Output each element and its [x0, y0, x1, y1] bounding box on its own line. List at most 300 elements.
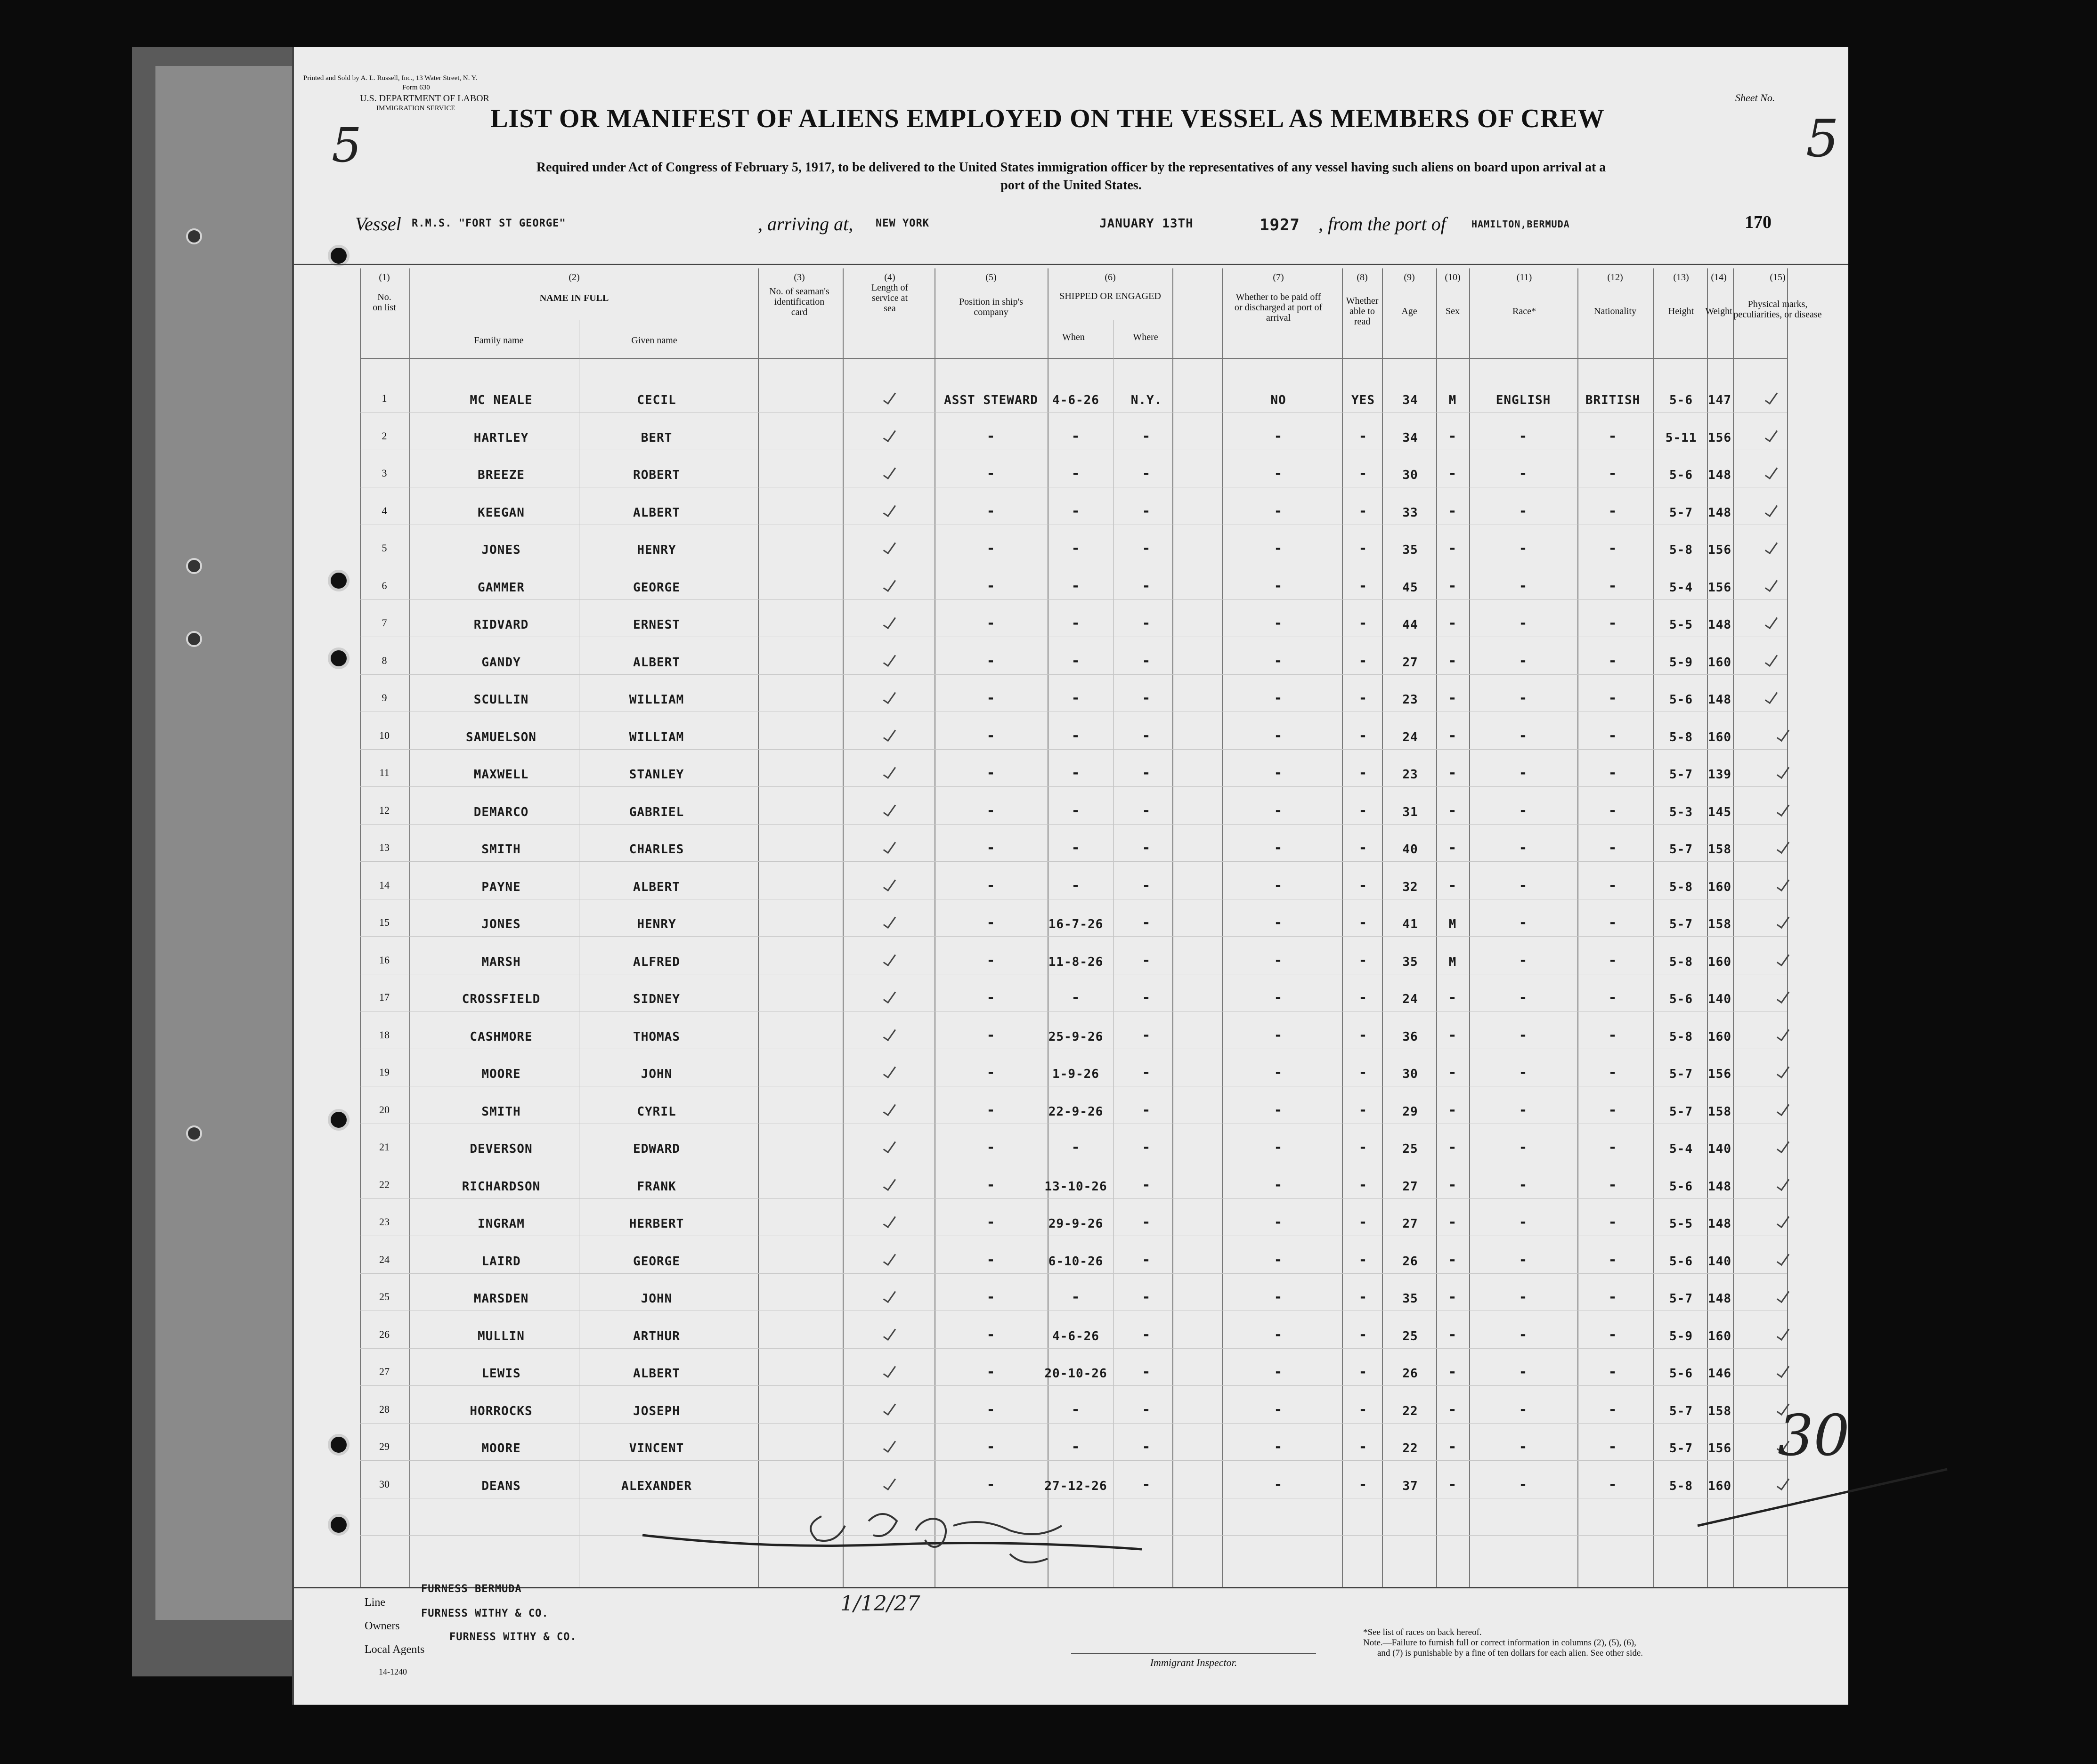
family-name: GANDY	[481, 655, 521, 670]
position: -	[988, 502, 994, 519]
nationality: -	[1609, 1027, 1616, 1044]
binder-hole	[328, 1514, 350, 1536]
service-check-mark	[883, 615, 896, 629]
paid-off: -	[1275, 1401, 1282, 1418]
weight: 156	[1708, 1067, 1731, 1081]
service-check-mark	[883, 1064, 896, 1078]
row-number: 20	[379, 1103, 390, 1116]
paid-off: -	[1275, 1326, 1282, 1343]
given-name: SIDNEY	[633, 992, 680, 1006]
sex: -	[1449, 615, 1456, 631]
given-name: ALEXANDER	[621, 1479, 692, 1493]
able-to-read: -	[1360, 465, 1366, 482]
shipped-when: 6-10-26	[1048, 1254, 1104, 1269]
row-line	[360, 824, 1787, 825]
row-number: 14	[379, 879, 390, 891]
shipped-where: -	[1143, 1289, 1150, 1305]
service-check-mark	[883, 1101, 896, 1116]
col6-number: (6)	[1105, 272, 1116, 283]
age: 27	[1402, 655, 1418, 670]
col2a-header: Family name	[474, 335, 524, 346]
shipped-when: 20-10-26	[1044, 1367, 1107, 1381]
weight: 147	[1708, 393, 1731, 407]
service-check-mark	[883, 989, 896, 1003]
left-sheet-mark: 5	[332, 118, 362, 173]
weight: 145	[1708, 805, 1731, 819]
sex: -	[1449, 502, 1456, 519]
age: 34	[1402, 430, 1418, 445]
position: -	[988, 465, 994, 482]
col9-number: (9)	[1404, 272, 1415, 283]
shipped-where: -	[1143, 652, 1150, 669]
position: -	[988, 1401, 994, 1418]
race: -	[1520, 765, 1527, 781]
nationality: -	[1609, 952, 1616, 969]
age: 22	[1402, 1441, 1418, 1456]
sex: -	[1449, 989, 1456, 1006]
service-check-mark	[883, 1363, 896, 1378]
row-number: 9	[382, 692, 387, 704]
service-check-mark	[883, 1288, 896, 1303]
able-to-read: -	[1360, 652, 1366, 669]
col15-number: (15)	[1770, 272, 1786, 283]
row-number: 7	[382, 617, 387, 629]
inspector-signature-line	[1071, 1653, 1316, 1654]
family-name: DEANS	[481, 1479, 521, 1493]
row-line	[360, 1385, 1787, 1386]
row-number: 21	[379, 1141, 390, 1153]
row-number: 18	[379, 1028, 390, 1041]
family-name: MAXWELL	[473, 768, 529, 782]
nationality: -	[1609, 1139, 1616, 1156]
age: 34	[1402, 393, 1418, 407]
age: 44	[1402, 618, 1418, 632]
service-check-mark	[883, 1438, 896, 1453]
weight: 148	[1708, 1179, 1731, 1194]
shipped-where: -	[1143, 465, 1150, 482]
weight: 148	[1708, 505, 1731, 520]
col12-number: (12)	[1607, 272, 1623, 283]
able-to-read: -	[1360, 989, 1366, 1006]
agents-label: Local Agents	[365, 1643, 425, 1656]
given-name: STANLEY	[629, 768, 684, 782]
height: 5-8	[1669, 1479, 1693, 1493]
height: 5-4	[1669, 1142, 1693, 1156]
weight: 156	[1708, 543, 1731, 557]
service-check-mark	[883, 540, 896, 554]
height: 5-8	[1669, 730, 1693, 744]
age: 36	[1402, 1029, 1418, 1044]
weight: 158	[1708, 842, 1731, 857]
weight: 160	[1708, 730, 1731, 744]
able-to-read: -	[1360, 1401, 1366, 1418]
nationality: -	[1609, 877, 1616, 894]
given-name: ALFRED	[633, 955, 680, 969]
row-line	[360, 599, 1787, 600]
line-value: FURNESS BERMUDA	[421, 1583, 522, 1595]
arriving-label: , arriving at,	[758, 213, 853, 235]
shipped-when: 27-12-26	[1044, 1479, 1107, 1493]
col2-header: NAME IN FULL	[539, 293, 609, 303]
departure-port: HAMILTON,BERMUDA	[1471, 218, 1570, 230]
race: -	[1520, 540, 1527, 557]
row-number: 27	[379, 1366, 390, 1377]
given-name: WILLIAM	[629, 730, 684, 744]
row-number: 12	[379, 804, 390, 816]
shipped-where: -	[1143, 540, 1150, 557]
row-line	[360, 674, 1787, 675]
row-number: 11	[379, 767, 390, 778]
position: -	[988, 989, 994, 1006]
height: 5-6	[1669, 992, 1693, 1006]
race: -	[1520, 1364, 1527, 1380]
age: 23	[1402, 693, 1418, 707]
column-divider	[1342, 268, 1343, 1587]
family-name: MOORE	[481, 1067, 521, 1081]
given-name: ALBERT	[633, 880, 680, 894]
service-check-mark	[883, 764, 896, 779]
column-divider	[1469, 268, 1470, 1587]
height: 5-3	[1669, 805, 1693, 819]
row-line	[360, 861, 1787, 862]
arrival-date: JANUARY 13TH	[1099, 217, 1194, 231]
shipped-where: -	[1143, 577, 1150, 594]
race: -	[1520, 1401, 1527, 1418]
race: -	[1520, 1289, 1527, 1305]
family-name: LEWIS	[481, 1367, 521, 1381]
shipped-where: -	[1143, 428, 1150, 445]
paid-off: -	[1275, 577, 1282, 594]
paid-off: -	[1275, 1214, 1282, 1230]
row-number: 24	[379, 1253, 390, 1265]
weight: 140	[1708, 992, 1731, 1006]
race: -	[1520, 465, 1527, 482]
able-to-read: -	[1360, 727, 1366, 744]
column-divider	[758, 268, 759, 1587]
height: 5-7	[1669, 505, 1693, 520]
sex: -	[1449, 1251, 1456, 1268]
family-name: CROSSFIELD	[462, 992, 541, 1006]
sex: -	[1449, 690, 1456, 706]
given-name: ALBERT	[633, 1367, 680, 1381]
physical-check-mark	[1765, 502, 1778, 517]
service-check-mark	[883, 689, 896, 704]
shipped-where: -	[1143, 1439, 1150, 1455]
shipped-where: -	[1143, 1326, 1150, 1343]
col13-number: (13)	[1673, 272, 1689, 283]
given-name: ERNEST	[633, 618, 680, 632]
owners-value: FURNESS WITHY & CO.	[421, 1608, 549, 1619]
column-divider	[1436, 268, 1437, 1587]
able-to-read: -	[1360, 428, 1366, 445]
given-name: EDWARD	[633, 1142, 680, 1156]
row-line	[360, 749, 1787, 750]
race: -	[1520, 989, 1527, 1006]
table-header-border	[360, 358, 1787, 359]
family-name: HARTLEY	[473, 430, 529, 445]
paid-off: -	[1275, 765, 1282, 781]
column-divider	[360, 268, 361, 1587]
family-name: BREEZE	[478, 468, 525, 482]
page-title: LIST OR MANIFEST OF ALIENS EMPLOYED ON THE VESSEL AS MEMBERS OF CREW	[490, 104, 1605, 133]
position: -	[988, 1326, 994, 1343]
position: -	[988, 765, 994, 781]
sex: -	[1449, 840, 1456, 856]
position: -	[988, 877, 994, 894]
paid-off: -	[1275, 1364, 1282, 1380]
nationality: -	[1609, 1064, 1616, 1081]
row-number: 13	[379, 842, 390, 853]
col3-header: No. of seaman's identification card	[769, 286, 829, 317]
shipped-where: -	[1143, 952, 1150, 969]
age: 27	[1402, 1217, 1418, 1231]
row-number: 28	[379, 1403, 390, 1415]
family-name: GAMMER	[478, 580, 525, 595]
family-name: DEVERSON	[470, 1142, 533, 1156]
row-line	[360, 1198, 1787, 1199]
shipped-where: -	[1143, 1064, 1150, 1081]
nationality: -	[1609, 1214, 1616, 1230]
family-name: PAYNE	[481, 880, 521, 894]
height: 5-8	[1669, 880, 1693, 894]
height: 5-8	[1669, 955, 1693, 969]
nationality: -	[1609, 1364, 1616, 1380]
physical-check-mark	[1765, 540, 1778, 554]
able-to-read: -	[1360, 1101, 1366, 1118]
shipped-when: 13-10-26	[1044, 1179, 1107, 1194]
paid-off: -	[1275, 1439, 1282, 1455]
able-to-read: -	[1360, 540, 1366, 557]
age: 30	[1402, 1067, 1418, 1081]
shipped-where: N.Y.	[1130, 393, 1162, 407]
shipped-when: -	[1073, 1439, 1079, 1455]
service-check-mark	[883, 1176, 896, 1190]
printer-line: Printed and Sold by A. L. Russell, Inc., 13 Water Street, N. Y.	[303, 74, 478, 82]
position: -	[988, 1251, 994, 1268]
row-number: 30	[379, 1478, 390, 1490]
height: 5-6	[1669, 393, 1693, 407]
sex: -	[1449, 1101, 1456, 1118]
inspector-marks	[1683, 1460, 2013, 1535]
nationality: -	[1609, 1439, 1616, 1455]
races-note: *See list of races on back hereof.	[1363, 1627, 1482, 1637]
form-number: Form 630	[402, 84, 430, 91]
age: 25	[1402, 1142, 1418, 1156]
age: 23	[1402, 768, 1418, 782]
sex: -	[1449, 1214, 1456, 1230]
age: 40	[1402, 842, 1418, 857]
race: -	[1520, 1251, 1527, 1268]
nationality: -	[1609, 914, 1616, 931]
able-to-read: -	[1360, 877, 1366, 894]
weight: 148	[1708, 1217, 1731, 1231]
weight: 160	[1708, 655, 1731, 670]
row-number: 22	[379, 1178, 390, 1190]
paid-off: -	[1275, 914, 1282, 931]
height: 5-4	[1669, 580, 1693, 595]
shipped-where: -	[1143, 502, 1150, 519]
family-name: MULLIN	[478, 1329, 525, 1343]
shipped-when: -	[1073, 802, 1079, 819]
row-number: 10	[379, 729, 390, 741]
weight: 160	[1708, 955, 1731, 969]
row-number: 15	[379, 916, 390, 928]
family-name: SMITH	[481, 842, 521, 857]
position: -	[988, 1476, 994, 1493]
position: -	[988, 952, 994, 969]
given-name: BERT	[641, 430, 673, 445]
service-check-mark	[883, 839, 896, 854]
sheet-no-value: 5	[1806, 108, 1839, 169]
height: 5-7	[1669, 1104, 1693, 1119]
col1-number: (1)	[379, 272, 390, 283]
family-name: CASHMORE	[470, 1029, 533, 1044]
age: 32	[1402, 880, 1418, 894]
nationality: -	[1609, 652, 1616, 669]
service-check-mark	[883, 1139, 896, 1153]
nationality: -	[1609, 1326, 1616, 1343]
col8-header: Whether able to read	[1346, 296, 1379, 327]
race: -	[1520, 1064, 1527, 1081]
age: 35	[1402, 543, 1418, 557]
nationality: -	[1609, 1251, 1616, 1268]
height: 5-7	[1669, 917, 1693, 931]
col12-header: Nationality	[1594, 306, 1636, 316]
agency-name: U.S. DEPARTMENT OF LABOR	[360, 93, 489, 104]
shipped-where: -	[1143, 989, 1150, 1006]
height: 5-6	[1669, 1367, 1693, 1381]
age: 27	[1402, 1179, 1418, 1194]
sex: M	[1448, 917, 1457, 931]
family-name: MOORE	[481, 1441, 521, 1456]
shipped-when: -	[1073, 1139, 1079, 1156]
given-name: CHARLES	[629, 842, 684, 857]
able-to-read: -	[1360, 765, 1366, 781]
service-check-mark	[883, 1026, 896, 1041]
col13-header: Height	[1668, 306, 1694, 316]
physical-check-mark	[1765, 689, 1778, 704]
height: 5-6	[1669, 693, 1693, 707]
column-divider	[843, 268, 844, 1587]
position: -	[988, 1439, 994, 1455]
nationality: -	[1609, 615, 1616, 631]
family-name: KEEGAN	[478, 505, 525, 520]
weight: 140	[1708, 1254, 1731, 1269]
paid-off: -	[1275, 1139, 1282, 1156]
paid-off: -	[1275, 690, 1282, 706]
position: ASST STEWARD	[944, 393, 1038, 407]
shipped-when: -	[1073, 727, 1079, 744]
sex: -	[1449, 765, 1456, 781]
shipped-where: -	[1143, 1101, 1150, 1118]
arrival-port: NEW YORK	[876, 218, 929, 229]
family-name: DEMARCO	[473, 805, 529, 819]
age: 37	[1402, 1479, 1418, 1493]
race: -	[1520, 1176, 1527, 1193]
family-name: SAMUELSON	[466, 730, 536, 744]
age: 22	[1402, 1404, 1418, 1418]
able-to-read: -	[1360, 1251, 1366, 1268]
col9-header: Age	[1401, 306, 1417, 316]
race: -	[1520, 652, 1527, 669]
physical-check-mark	[1765, 577, 1778, 591]
age: 24	[1402, 730, 1418, 744]
height: 5-5	[1669, 1217, 1693, 1231]
column-divider	[1733, 268, 1734, 1587]
height: 5-6	[1669, 468, 1693, 482]
given-name: GEORGE	[633, 1254, 680, 1269]
date-mark: 1/12/27	[840, 1592, 920, 1616]
paid-off: NO	[1270, 393, 1286, 407]
given-name: JOHN	[641, 1292, 673, 1306]
position: -	[988, 840, 994, 856]
race: -	[1520, 577, 1527, 594]
weight: 148	[1708, 693, 1731, 707]
weight: 148	[1708, 468, 1731, 482]
sex: -	[1449, 577, 1456, 594]
sex: M	[1448, 393, 1457, 407]
shipped-when: -	[1073, 502, 1079, 519]
paid-off: -	[1275, 1476, 1282, 1493]
col4-number: (4)	[884, 272, 895, 283]
age: 35	[1402, 1292, 1418, 1306]
subtitle-line-1: Required under Act of Congress of February 5, 1917, to be delivered to the United States immigration officer by the representatives of any vessel having such aliens on board upon arrival at a	[536, 160, 1606, 175]
shipped-when: -	[1073, 1289, 1079, 1305]
nationality: -	[1609, 428, 1616, 445]
nationality: BRITISH	[1585, 393, 1641, 407]
paid-off: -	[1275, 877, 1282, 894]
service-check-mark	[883, 427, 896, 442]
col5-number: (5)	[985, 272, 997, 283]
column-divider	[1787, 268, 1788, 1587]
given-name: ALBERT	[633, 505, 680, 520]
paid-off: -	[1275, 1064, 1282, 1081]
sex: -	[1449, 540, 1456, 557]
weight: 146	[1708, 1367, 1731, 1381]
shipped-when: -	[1073, 615, 1079, 631]
race: -	[1520, 1439, 1527, 1455]
sex: -	[1449, 1439, 1456, 1455]
col7-number: (7)	[1273, 272, 1284, 283]
nationality: -	[1609, 690, 1616, 706]
able-to-read: -	[1360, 1139, 1366, 1156]
position: -	[988, 615, 994, 631]
given-name: JOSEPH	[633, 1404, 680, 1418]
paid-off: -	[1275, 1251, 1282, 1268]
able-to-read: -	[1360, 1326, 1366, 1343]
sex: M	[1448, 955, 1457, 969]
shipped-when: 4-6-26	[1052, 1329, 1099, 1343]
weight: 160	[1708, 1329, 1731, 1343]
shipped-where: -	[1143, 727, 1150, 744]
given-name: ARTHUR	[633, 1329, 680, 1343]
given-name: ROBERT	[633, 468, 680, 482]
sex: -	[1449, 1326, 1456, 1343]
column-divider	[1172, 268, 1173, 1587]
col6-header: SHIPPED OR ENGAGED	[1059, 291, 1161, 301]
weight: 160	[1708, 880, 1731, 894]
form-code: 14-1240	[379, 1667, 407, 1676]
shipped-where: -	[1143, 1176, 1150, 1193]
height: 5-7	[1669, 1441, 1693, 1456]
shipped-when: -	[1073, 540, 1079, 557]
col15-header: Physical marks, peculiarities, or disease	[1733, 299, 1822, 320]
weight: 139	[1708, 768, 1731, 782]
manifest-sheet	[292, 47, 1848, 1705]
able-to-read: -	[1360, 914, 1366, 931]
col1-header: No. on list	[373, 292, 396, 313]
given-name: CECIL	[637, 393, 676, 407]
